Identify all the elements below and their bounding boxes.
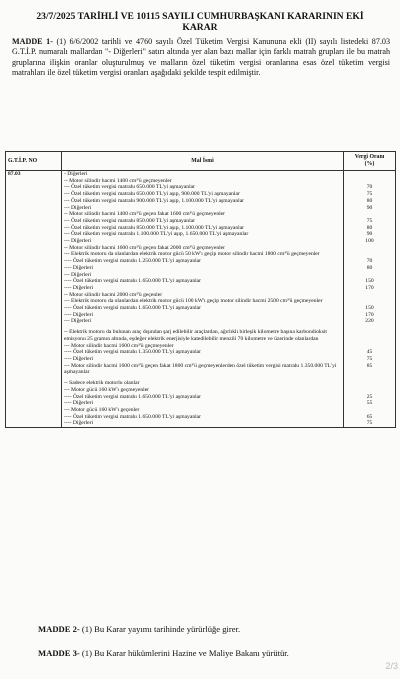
gtip-cell bbox=[6, 400, 62, 407]
gtip-cell bbox=[6, 318, 62, 325]
tax-rate-cell: 85 bbox=[344, 363, 396, 376]
tax-rate-cell: 75 bbox=[344, 218, 396, 225]
tax-rate-cell bbox=[344, 407, 396, 414]
tax-rate-cell: 55 bbox=[344, 400, 396, 407]
tax-rate-cell bbox=[344, 380, 396, 387]
table-row bbox=[6, 278, 396, 285]
gtip-cell bbox=[6, 420, 62, 427]
article-3 bbox=[38, 648, 289, 658]
article-3-text: (1) Bu Karar hükümlerini Hazine ve Maliye Bakanı yürütür. bbox=[79, 648, 289, 658]
goods-name-cell: --- Diğerleri bbox=[62, 238, 344, 245]
gtip-cell bbox=[6, 292, 62, 299]
tax-rate-cell: 220 bbox=[344, 318, 396, 325]
tax-rate-cell: 70 bbox=[344, 184, 396, 191]
header-tax-rate bbox=[344, 152, 396, 171]
goods-name-cell: ---- Özel tüketim vergisi matrahı 1.650.000 TL'yi aşmayanlar bbox=[62, 394, 344, 401]
table-body bbox=[6, 171, 396, 428]
gtip-cell bbox=[6, 184, 62, 191]
gtip-cell bbox=[6, 343, 62, 350]
goods-name-cell: --- Özel tüketim vergisi matrahı 650.000 TL'yi aşmayanlar bbox=[62, 184, 344, 191]
goods-name-cell: --- Diğerleri bbox=[62, 272, 344, 279]
gtip-cell bbox=[6, 265, 62, 272]
table-row bbox=[6, 211, 396, 218]
goods-name-cell: --- Özel tüketim vergisi matrahı 1.100.000 TL'yi aşıp, 1.650.000 TL'yi aşmayanlar bbox=[62, 231, 344, 238]
table-row bbox=[6, 400, 396, 407]
gtip-cell bbox=[6, 218, 62, 225]
table-row bbox=[6, 265, 396, 272]
gtip-cell bbox=[6, 258, 62, 265]
gtip-cell bbox=[6, 305, 62, 312]
table-row bbox=[6, 387, 396, 394]
tax-rate-cell bbox=[344, 387, 396, 394]
table-row bbox=[6, 258, 396, 265]
goods-name-cell: --- Motor silindir hacmi 1600 cm³'ü geçen fakat 1800 cm³'ü geçmeyenlerden özel tüketim vergisi matrahı 1.350.000 TL'yi aşmayanlar bbox=[62, 363, 344, 376]
tax-rate-cell bbox=[344, 272, 396, 279]
tax-rate-cell: 170 bbox=[344, 285, 396, 292]
gtip-cell bbox=[6, 225, 62, 232]
tax-rate-cell: 90 bbox=[344, 231, 396, 238]
gtip-cell bbox=[6, 245, 62, 252]
goods-name-cell: --- Özel tüketim vergisi matrahı 650.000 TL'yi aşıp, 900.000 TL'yi aşmayanlar bbox=[62, 191, 344, 198]
goods-name-cell: --- Özel tüketim vergisi matrahı 900.000 TL'yi aşıp, 1.100.000 TL'yi aşmayanlar bbox=[62, 198, 344, 205]
goods-name-cell: ---- Diğerleri bbox=[62, 285, 344, 292]
goods-name-cell: ---- Diğerleri bbox=[62, 420, 344, 427]
gtip-cell: 87.03 bbox=[6, 171, 62, 178]
gtip-cell bbox=[6, 356, 62, 363]
goods-name-cell: ---- Diğerleri bbox=[62, 312, 344, 319]
tax-rate-cell: 170 bbox=[344, 312, 396, 319]
title-line-2: KARAR bbox=[182, 22, 218, 33]
goods-name-cell: --- Motor silindir hacmi 1600 cm³'ü geçmeyenler bbox=[62, 343, 344, 350]
gtip-cell bbox=[6, 387, 62, 394]
document-title bbox=[8, 11, 392, 33]
table-row bbox=[6, 198, 396, 205]
goods-name-cell: -- Elektrik motoru da bulunan araç dışından şarj edilebilir araçlardan, ağırlıklı birleşik kilometre başına karbondioksit emisyonu 25 gramın altında, eşdeğer elektrik enerjisiyle katedilebilir menzili 70 kilometre ve üzerinde olanlardan bbox=[62, 329, 344, 342]
header-goods-name: Mal İsmi bbox=[62, 152, 344, 171]
gtip-cell bbox=[6, 198, 62, 205]
table-row bbox=[6, 218, 396, 225]
table-row bbox=[6, 420, 396, 427]
tax-rate-cell bbox=[344, 178, 396, 185]
tax-rate-cell: 80 bbox=[344, 265, 396, 272]
table-row bbox=[6, 191, 396, 198]
tax-rate-cell bbox=[344, 171, 396, 178]
goods-name-cell: ---- Özel tüketim vergisi matrahı 1.250.000 TL'yi aşmayanlar bbox=[62, 258, 344, 265]
header-tax-rate-line1: Vergi Oranı bbox=[354, 154, 385, 160]
article-3-label: MADDE 3- bbox=[38, 648, 80, 658]
goods-name-cell: --- Diğerleri bbox=[62, 205, 344, 212]
tax-rate-cell: 45 bbox=[344, 349, 396, 356]
tax-rate-cell: 25 bbox=[344, 394, 396, 401]
gtip-cell bbox=[6, 285, 62, 292]
goods-name-cell: ---- Diğerleri bbox=[62, 265, 344, 272]
article-1-label: MADDE 1- bbox=[12, 37, 53, 46]
gtip-cell bbox=[6, 407, 62, 414]
gtip-cell bbox=[6, 231, 62, 238]
goods-name-cell: --- Diğerleri bbox=[62, 318, 344, 325]
table-row bbox=[6, 171, 396, 178]
tax-rate-cell: 90 bbox=[344, 205, 396, 212]
gtip-cell bbox=[6, 205, 62, 212]
table-row bbox=[6, 407, 396, 414]
page-number: 2/3 bbox=[385, 661, 398, 671]
article-2 bbox=[38, 624, 240, 634]
goods-name-cell: --- Motor gücü 160 kW'ı geçenler bbox=[62, 407, 344, 414]
goods-name-cell: ---- Özel tüketim vergisi matrahı 1.650.000 TL'yi aşmayanlar bbox=[62, 414, 344, 421]
table-row bbox=[6, 318, 396, 325]
goods-name-cell: -- Motor silindir hacmi 1600 cm³'ü geçen fakat 2000 cm³'ü geçmeyenler bbox=[62, 245, 344, 252]
goods-name-cell: ---- Diğerleri bbox=[62, 356, 344, 363]
table-row bbox=[6, 245, 396, 252]
gtip-cell bbox=[6, 414, 62, 421]
article-1-text: (1) 6/6/2002 tarihli ve 4760 sayılı Özel Tüketim Vergisi Kanununa ekli (II) sayılı listedeki 87.03 G.T.İ.P. numaralı mallardan "- Diğerleri" satırı altında yer alan bazı mallar için farklı matrah grupları ile bu matrah gruplarına ilişkin oranlar oluşturulmuş ve malların özel tüketim vergisi oranlarına esas özel tüketim vergisi matrahları ile özel tüketim vergisi oranları aşağıdaki şekilde tespit edilmiştir. bbox=[12, 37, 390, 78]
goods-name-cell: --- Motor gücü 160 kW'ı geçmeyenler bbox=[62, 387, 344, 394]
gtip-cell bbox=[6, 298, 62, 305]
goods-name-cell: --- Elektrik motoru da olanlardan elektrik motor gücü 50 kW'ı geçip motor silindir hacmi 1800 cm³'ü geçmeyenler bbox=[62, 251, 344, 258]
table-row bbox=[6, 305, 396, 312]
gtip-cell bbox=[6, 272, 62, 279]
gtip-cell bbox=[6, 178, 62, 185]
tax-rate-cell bbox=[344, 329, 396, 342]
table-header-row bbox=[6, 152, 396, 171]
gtip-cell bbox=[6, 363, 62, 376]
gtip-cell bbox=[6, 238, 62, 245]
gtip-cell bbox=[6, 349, 62, 356]
gtip-cell bbox=[6, 312, 62, 319]
goods-name-cell: -- Motor silindir hacmi 1400 cm³'ü geçmeyenler bbox=[62, 178, 344, 185]
tax-rate-cell bbox=[344, 211, 396, 218]
gtip-cell bbox=[6, 380, 62, 387]
tax-rate-cell: 75 bbox=[344, 356, 396, 363]
goods-name-cell: ---- Özel tüketim vergisi matrahı 1.650.000 TL'yi aşmayanlar bbox=[62, 305, 344, 312]
table-row bbox=[6, 356, 396, 363]
article-2-label: MADDE 2- bbox=[38, 624, 80, 634]
table-row bbox=[6, 349, 396, 356]
tax-rate-cell: 100 bbox=[344, 238, 396, 245]
gtip-cell bbox=[6, 394, 62, 401]
tax-rate-cell bbox=[344, 298, 396, 305]
table-row bbox=[6, 292, 396, 299]
goods-name-cell: ---- Özel tüketim vergisi matrahı 1.350.000 TL'yi aşmayanlar bbox=[62, 349, 344, 356]
goods-name-cell: --- Özel tüketim vergisi matrahı 850.000 TL'yi aşıp, 1.100.000 TL'yi aşmayanlar bbox=[62, 225, 344, 232]
tax-rate-cell: 80 bbox=[344, 198, 396, 205]
title-line-1: 23/7/2025 TARİHLİ VE 10115 SAYILI CUMHURBAŞKANI KARARININ EKİ bbox=[36, 11, 364, 22]
tax-rate-cell bbox=[344, 343, 396, 350]
table-row bbox=[6, 363, 396, 376]
tax-rate-cell: 65 bbox=[344, 414, 396, 421]
tax-rate-cell: 75 bbox=[344, 191, 396, 198]
gtip-cell bbox=[6, 251, 62, 258]
tax-rate-table bbox=[5, 151, 396, 428]
goods-name-cell: ---- Diğerleri bbox=[62, 400, 344, 407]
goods-name-cell: -- Sadece elektrik motorlu olanlar bbox=[62, 380, 344, 387]
tax-rate-cell bbox=[344, 251, 396, 258]
gtip-cell bbox=[6, 191, 62, 198]
tax-rate-cell bbox=[344, 292, 396, 299]
table-row bbox=[6, 238, 396, 245]
goods-name-cell: -- Motor silindir hacmi 1400 cm³'ü geçen fakat 1600 cm³'ü geçmeyenler bbox=[62, 211, 344, 218]
table-row bbox=[6, 380, 396, 387]
tax-rate-cell: 75 bbox=[344, 420, 396, 427]
article-1-intro bbox=[12, 37, 390, 79]
goods-name-cell: ---- Özel tüketim vergisi matrahı 1.650.000 TL'yi aşmayanlar bbox=[62, 278, 344, 285]
article-2-text: (1) Bu Karar yayımı tarihinde yürürlüğe girer. bbox=[79, 624, 241, 634]
header-gtip: G.T.İ.P. NO bbox=[6, 152, 62, 171]
table-row bbox=[6, 285, 396, 292]
goods-name-cell: -- Motor silindir hacmi 2000 cm³'ü geçenler bbox=[62, 292, 344, 299]
goods-name-cell: - Diğerleri bbox=[62, 171, 344, 178]
gtip-cell bbox=[6, 329, 62, 342]
goods-name-cell: --- Özel tüketim vergisi matrahı 850.000 TL'yi aşmayanlar bbox=[62, 218, 344, 225]
goods-name-cell: --- Elektrik motoru da olanlardan elektrik motor gücü 100 kW'ı geçip motor silindir hacmi 2500 cm³'ü geçmeyenler bbox=[62, 298, 344, 305]
tax-rate-cell: 70 bbox=[344, 258, 396, 265]
tax-rate-cell bbox=[344, 245, 396, 252]
tax-rate-cell: 150 bbox=[344, 278, 396, 285]
gtip-cell bbox=[6, 211, 62, 218]
header-tax-rate-line2: (%) bbox=[364, 161, 375, 167]
tax-rate-cell: 80 bbox=[344, 225, 396, 232]
tax-rate-cell: 150 bbox=[344, 305, 396, 312]
table-row bbox=[6, 329, 396, 342]
gtip-cell bbox=[6, 278, 62, 285]
